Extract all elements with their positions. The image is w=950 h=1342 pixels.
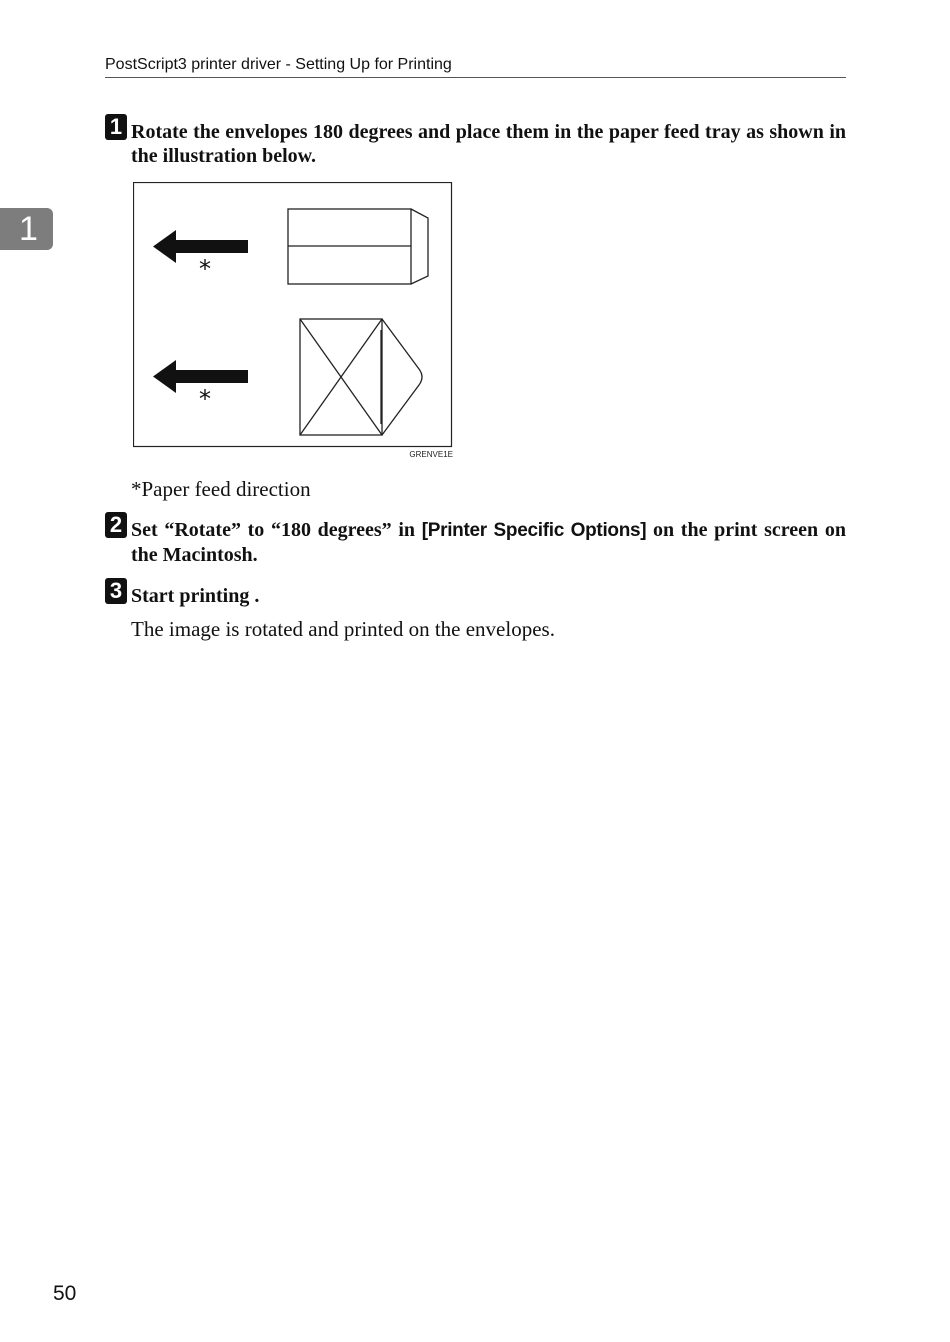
step-3-number: 3 — [105, 578, 127, 604]
step-3-text: Start printing . — [131, 585, 260, 607]
step-2-text-after: on the print screen on the Macintosh. — [131, 519, 846, 566]
footnote-marker-top: * — [199, 255, 211, 283]
running-header: PostScript3 printer driver - Setting Up for Printing — [105, 55, 846, 78]
printer-specific-options-term: [Printer Specific Options] — [421, 520, 647, 541]
footnote-marker-bottom: * — [199, 385, 211, 413]
step-2-number: 2 — [105, 512, 127, 538]
step-1-text: Rotate the envelopes 180 degrees and place them in the paper feed tray as shown in the illustration below. — [131, 121, 846, 167]
chapter-tab: 1 — [0, 208, 53, 250]
envelope-orientation-illustration — [133, 182, 453, 448]
step-3-result: The image is rotated and printed on the envelopes. — [131, 617, 555, 641]
step-2-text-before: Set “Rotate” to “180 degrees” in — [131, 519, 422, 541]
figure-frame — [134, 183, 452, 447]
page-number: 50 — [53, 1282, 77, 1305]
step-2-text — [131, 518, 846, 567]
figure-caption: *Paper feed direction — [131, 477, 311, 501]
figure-code: GRENVE1E — [409, 450, 453, 459]
step-1-number: 1 — [105, 114, 127, 140]
